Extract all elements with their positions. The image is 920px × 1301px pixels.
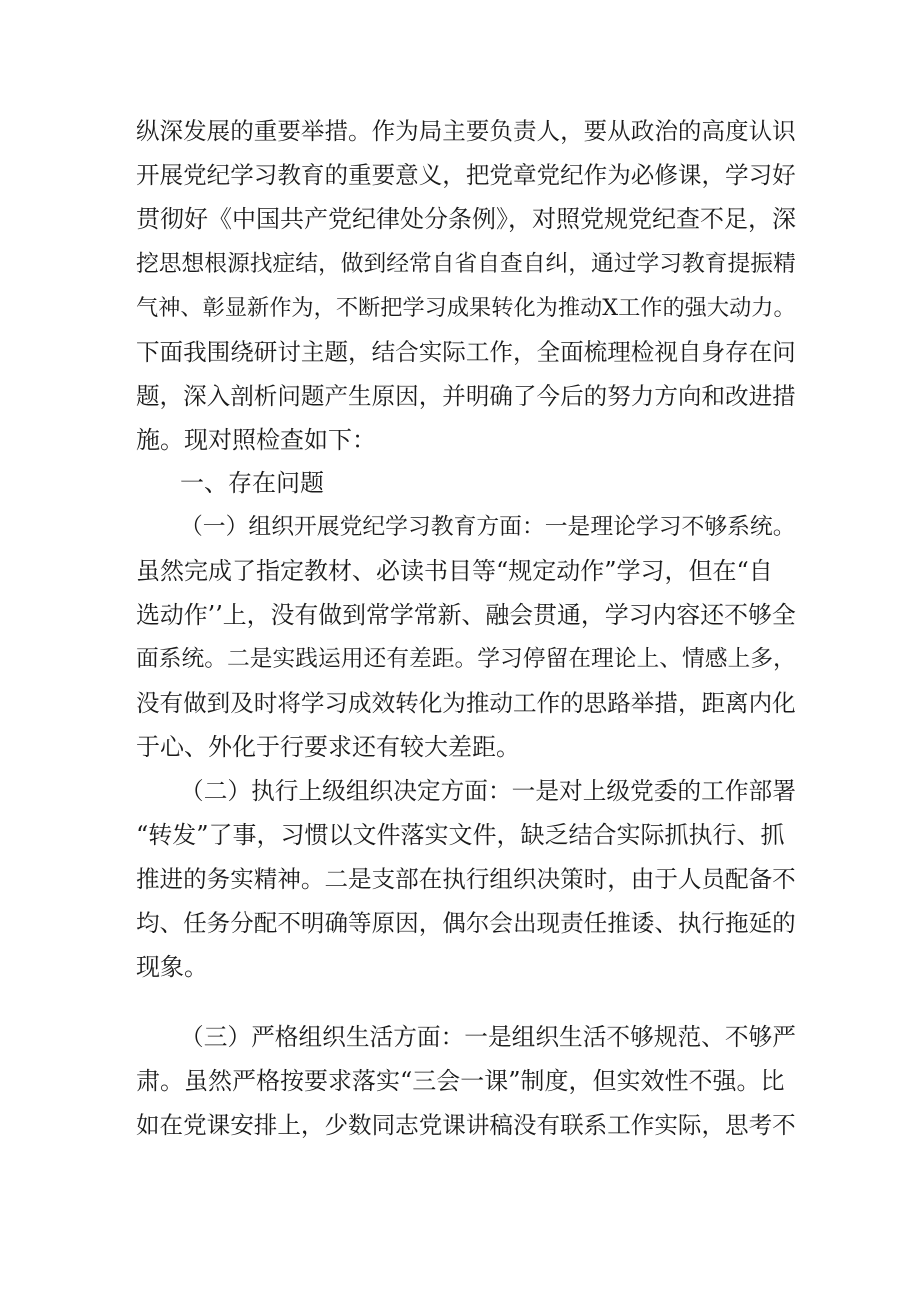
paragraph-line: 如在党课安排上，少数同志党课讲稿没有联系工作实际，思考不	[136, 1111, 796, 1139]
paragraph-line: 开展党纪学习教育的重要意义，把党章党纪作为必修课，学习好	[136, 161, 796, 189]
paragraph-line: 虽然完成了指定教材、必读书目等“规定动作”学习，但在“自	[136, 557, 773, 585]
paragraph-line: （一）组织开展党纪学习教育方面：一是理论学习不够系统。	[180, 514, 796, 540]
section-heading: 一、存在问题	[180, 469, 324, 497]
paragraph-line: （三）严格组织生活方面：一是组织生活不够规范、不够严	[180, 1023, 796, 1051]
paragraph-line: 于心、外化于行要求还有较大差距。	[136, 733, 520, 761]
paragraph-line: 纵深发展的重要举措。作为局主要负责人，要从政治的高度认识	[136, 117, 796, 145]
paragraph-line: 没有做到及时将学习成效转化为推动工作的思路举措，距离内化	[136, 689, 796, 717]
paragraph-line: 推进的务实精神。二是支部在执行组织决策时，由于人员配备不	[136, 865, 796, 893]
paragraph-line: （二）执行上级组织决定方面：一是对上级党委的工作部署	[180, 777, 796, 805]
paragraph-line: 下面我围绕研讨主题，结合实际工作，全面梳理检视自身存在问	[136, 338, 796, 366]
paragraph-line: 均、任务分配不明确等原因，偶尔会出现责任推诿、执行拖延的	[136, 909, 796, 937]
paragraph-line: “转发”了事，习惯以文件落实文件，缺乏结合实际抓执行、抓	[136, 821, 785, 849]
paragraph-line: 气神、彰显新作为，不断把学习成果转化为推动X工作的强大动力。	[136, 295, 796, 321]
paragraph-line: 现象。	[136, 953, 208, 981]
paragraph-line: 挖思想根源找症结，做到经常自省自查自纠，通过学习教育提振精	[136, 251, 796, 277]
paragraph-line: 施。现对照检查如下：	[136, 426, 376, 454]
paragraph-line: 贯彻好《中国共产党纪律处分条例》，对照党规党纪查不足，深	[136, 205, 796, 233]
paragraph-line: 肃。虽然严格按要求落实“三会一课”制度，但实效性不强。比	[136, 1067, 785, 1095]
paragraph-line: 面系统。二是实践运用还有差距。学习停留在理论上、情感上多，	[136, 646, 796, 672]
paragraph-line: 题，深入剖析问题产生原因，并明确了今后的努力方向和改进措	[136, 382, 796, 410]
paragraph-line: 选动作’’上，没有做到常学常新、融会贯通，学习内容还不够全	[136, 601, 796, 629]
